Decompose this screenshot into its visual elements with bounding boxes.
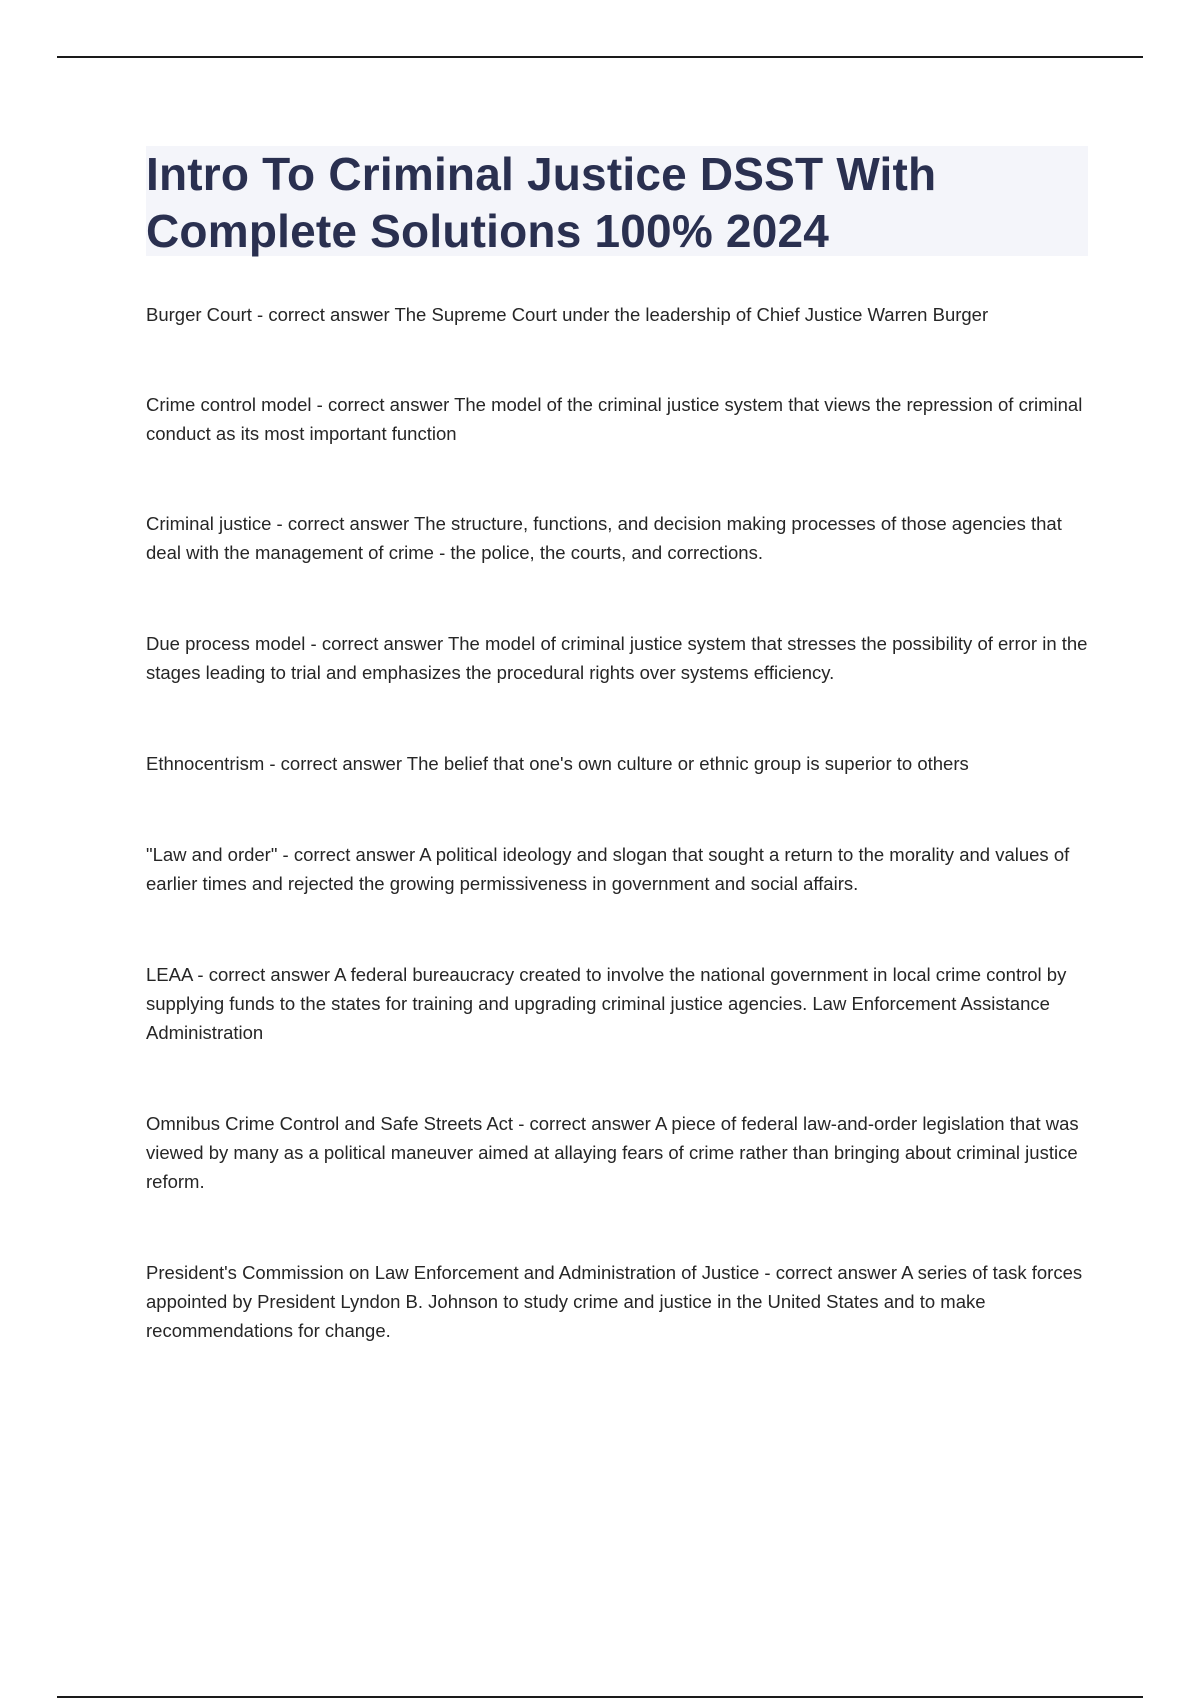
entry-item: Crime control model - correct answer The model of the criminal justice system that views the repression of criminal conduct as its most important function: [146, 394, 1083, 444]
entry-item: Ethnocentrism - correct answer The belief that one's own culture or ethnic group is superior to others: [146, 753, 969, 774]
entry-item: LEAA - correct answer A federal bureaucracy created to involve the national government in local crime control by supplying funds to the states for training and upgrading criminal justice agencies. Law Enforcement Assistance Administration: [146, 964, 1067, 1043]
entry-item: Burger Court - correct answer The Supreme Court under the leadership of Chief Justice Warren Burger: [146, 304, 989, 325]
top-divider: [57, 56, 1143, 58]
entry-item: President's Commission on Law Enforcement and Administration of Justice - correct answer A series of task forces appointed by President Lyndon B. Johnson to study crime and justice in the United States and to make recommendations for change.: [146, 1262, 1083, 1341]
bottom-divider: [57, 1696, 1143, 1698]
entry-item: "Law and order" - correct answer A political ideology and slogan that sought a return to the morality and values of earlier times and rejected the growing permissiveness in government and social affairs.: [146, 844, 1070, 894]
entry-item: Due process model - correct answer The model of criminal justice system that stresses the possibility of error in the stages leading to trial and emphasizes the procedural rights over systems efficiency.: [146, 633, 1088, 683]
entry-item: Omnibus Crime Control and Safe Streets Act - correct answer A piece of federal law-and-order legislation that was viewed by many as a political maneuver aimed at allaying fears of crime rather than bringing about criminal justice reform.: [146, 1113, 1079, 1192]
entry-item: Criminal justice - correct answer The structure, functions, and decision making processes of those agencies that deal with the management of crime - the police, the courts, and corrections.: [146, 513, 1062, 563]
document-title: Intro To Criminal Justice DSST With Complete Solutions 100% 2024: [146, 148, 937, 257]
title-block: [146, 146, 1088, 256]
